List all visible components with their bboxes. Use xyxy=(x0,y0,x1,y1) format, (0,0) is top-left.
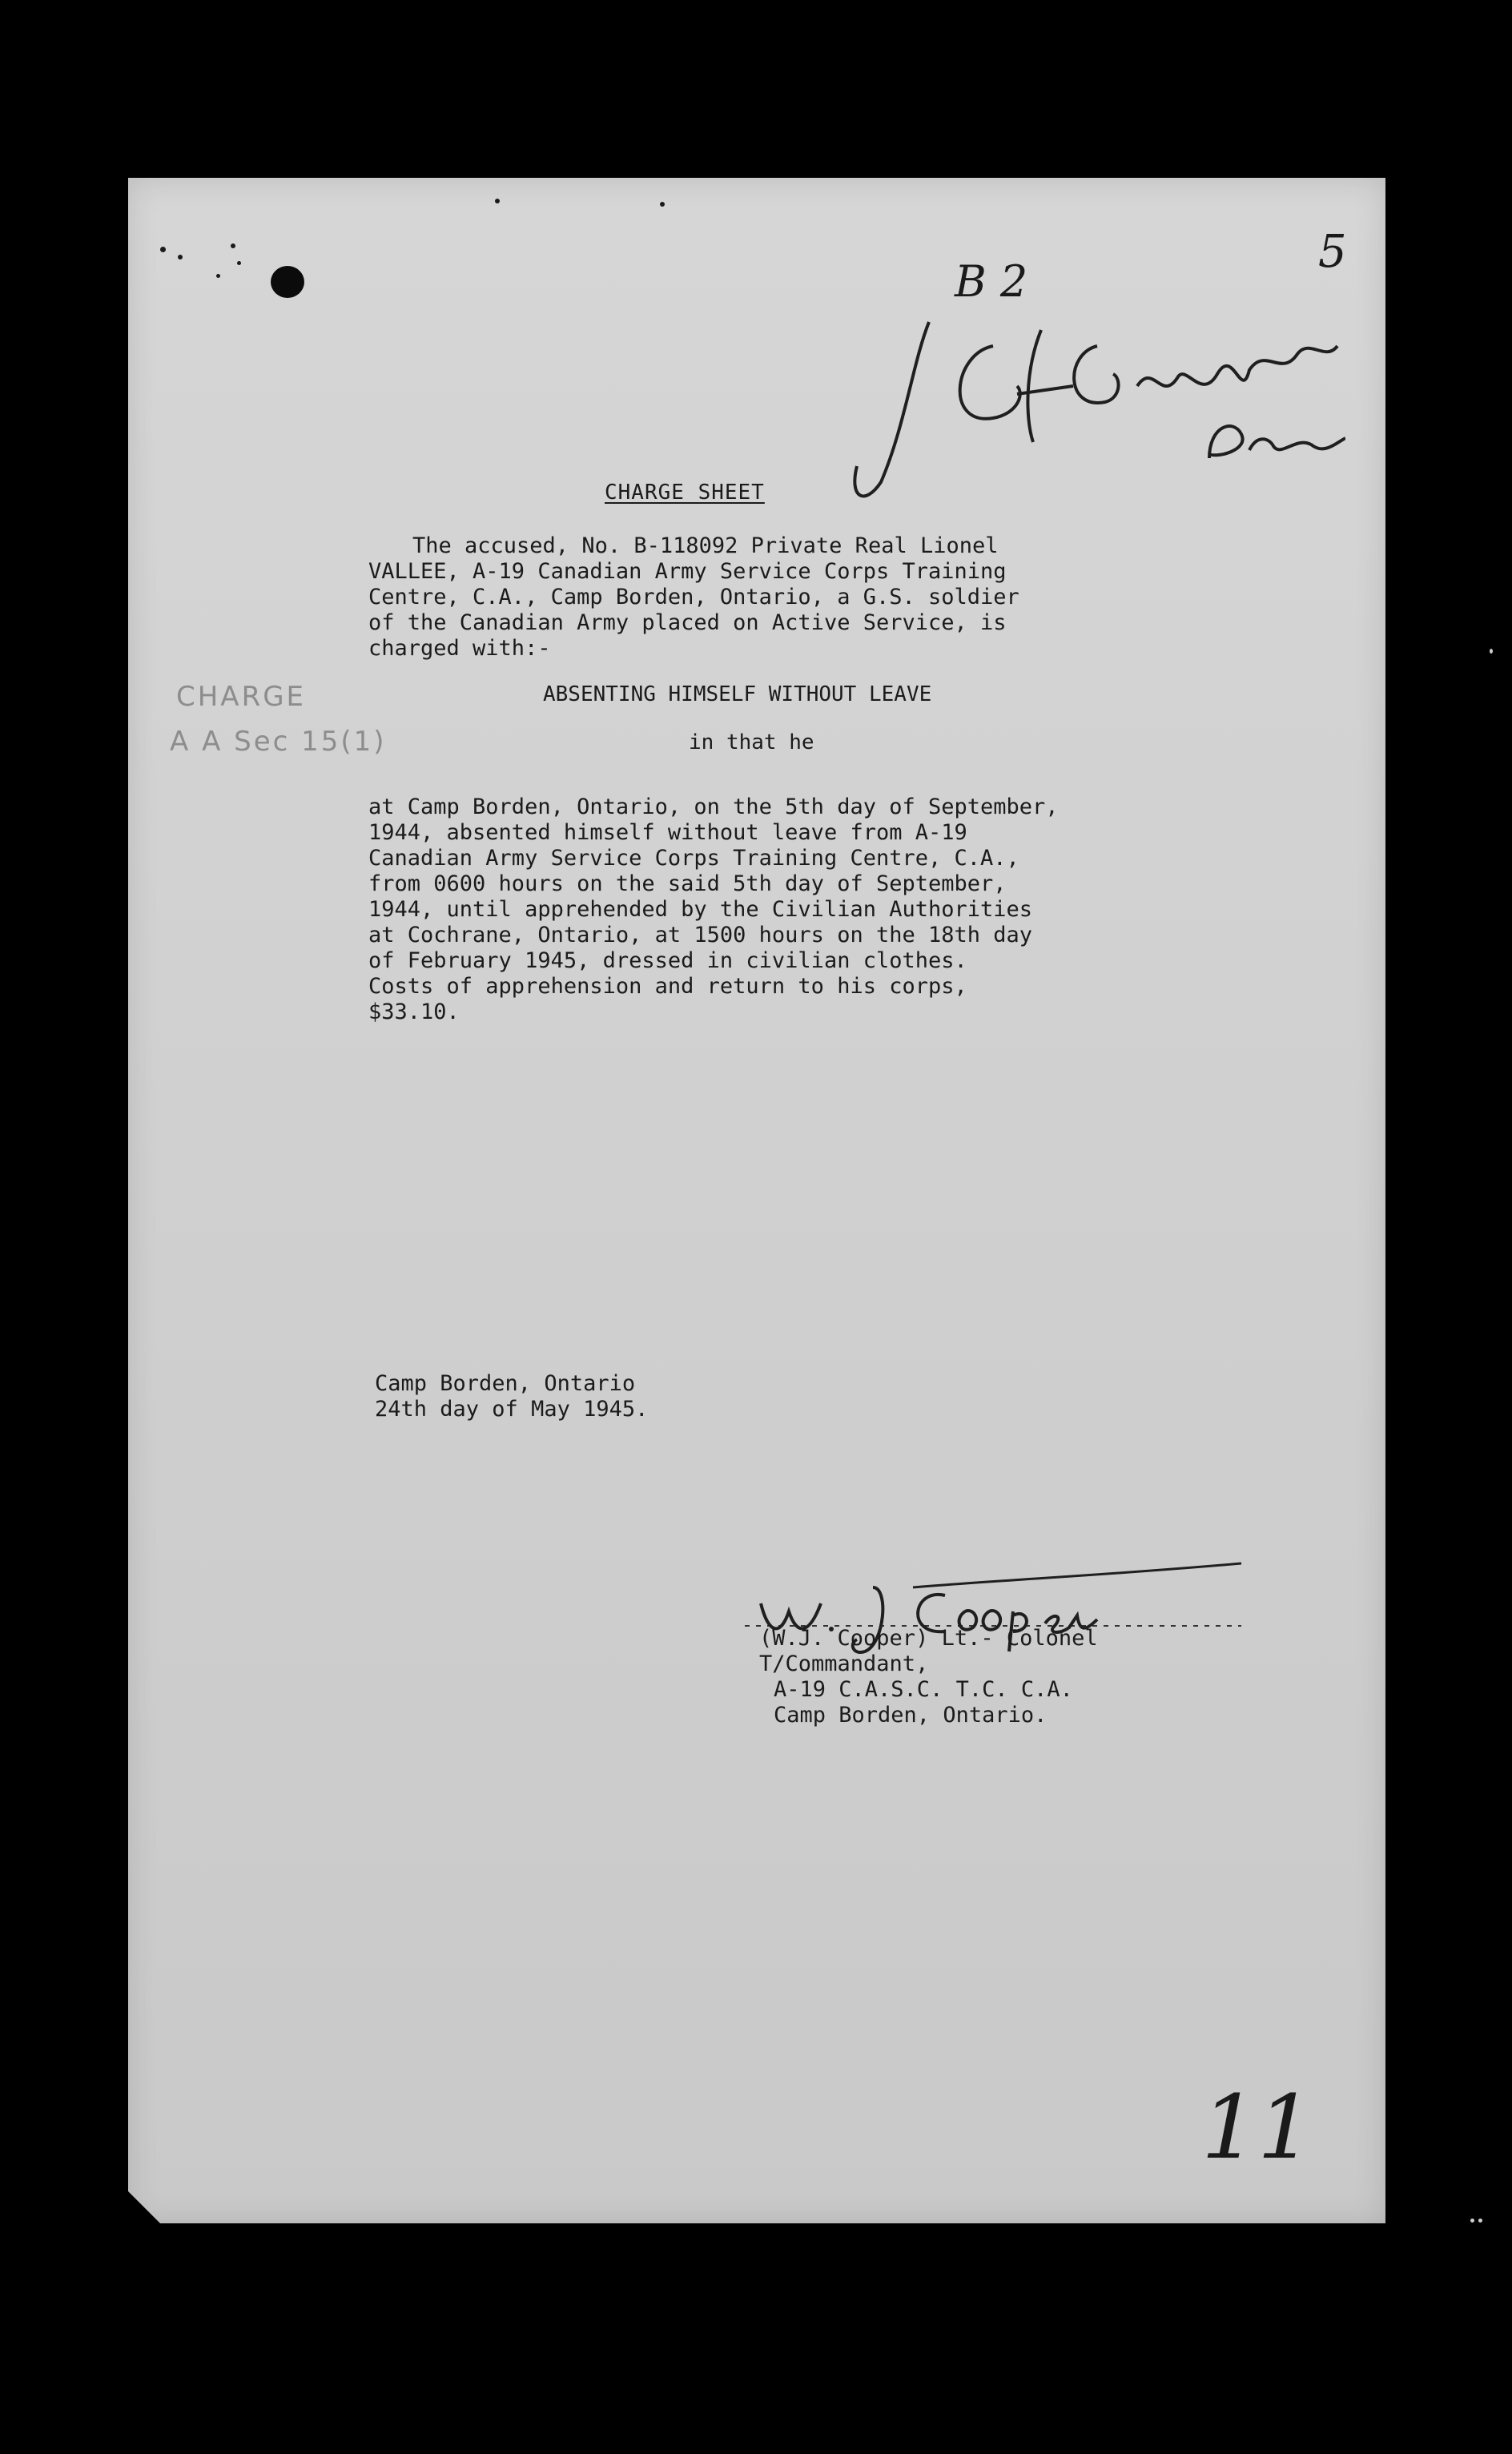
speck xyxy=(231,243,235,248)
president-signature xyxy=(833,298,1345,506)
particulars-line-7: of February 1945, dressed in civilian clothes. xyxy=(368,948,967,973)
particulars-line-2: 1944, absented himself without leave from A-19 xyxy=(368,820,967,845)
particulars-line-3: Canadian Army Service Corps Training Centre, C.A., xyxy=(368,846,1019,871)
file-code-handwritten: B 2 xyxy=(955,256,1028,307)
folio-number-handwritten: 11 xyxy=(1201,2076,1313,2178)
page-corner xyxy=(128,2191,160,2223)
particulars-line-6: at Cochrane, Ontario, at 1500 hours on the 18th day xyxy=(368,923,1033,947)
offence-heading: ABSENTING HIMSELF WITHOUT LEAVE xyxy=(543,682,932,706)
speck xyxy=(660,202,665,207)
intro-line-4: of the Canadian Army placed on Active Service, is xyxy=(368,610,1007,635)
document-title: CHARGE SHEET xyxy=(605,481,765,505)
speck xyxy=(495,199,500,203)
cooper-signature-text xyxy=(128,178,129,179)
in-that-line: in that he xyxy=(689,730,814,754)
speck xyxy=(178,255,183,259)
place-line: Camp Borden, Ontario xyxy=(375,1371,636,1396)
margin-charge-note: CHARGE xyxy=(176,681,307,713)
signature-line-4: Camp Borden, Ontario. xyxy=(774,1703,1048,1728)
cooper-name xyxy=(128,178,129,179)
cooper-signature xyxy=(745,1555,1257,1668)
signature-line-2: T/Commandant, xyxy=(759,1651,929,1676)
speck xyxy=(160,247,166,252)
margin-section-note: A A Sec 15(1) xyxy=(170,726,387,758)
intro-line-3: Centre, C.A., Camp Borden, Ontario, a G.S. soldier xyxy=(368,585,1019,609)
signature-line-3: A-19 C.A.S.C. T.C. C.A. xyxy=(774,1677,1073,1702)
particulars-line-9: $33.10. xyxy=(368,1000,460,1024)
page-mark-handwritten: 5 xyxy=(1318,226,1347,278)
particulars-line-4: from 0600 hours on the said 5th day of September, xyxy=(368,871,1007,896)
border-speck xyxy=(1478,2219,1482,2223)
intro-line-1: The accused, No. B-118092 Private Real Lionel xyxy=(412,533,999,558)
border-speck xyxy=(1470,2219,1474,2223)
document-page xyxy=(128,178,1385,2223)
border-speck xyxy=(1490,649,1493,654)
particulars-line-5: 1944, until apprehended by the Civilian Authorities xyxy=(368,897,1033,922)
particulars-line-1: at Camp Borden, Ontario, on the 5th day of September, xyxy=(368,795,1059,819)
signature-line-1: (W.J. Cooper) Lt.- Colonel xyxy=(759,1626,1098,1651)
particulars-line-8: Costs of apprehension and return to his corps, xyxy=(368,974,967,999)
punch-hole xyxy=(271,266,304,298)
intro-line-5: charged with:- xyxy=(368,636,551,661)
intro-line-2: VALLEE, A-19 Canadian Army Service Corps Training xyxy=(368,559,1007,584)
speck xyxy=(237,261,241,265)
date-line: 24th day of May 1945. xyxy=(375,1397,649,1422)
speck xyxy=(216,274,220,278)
